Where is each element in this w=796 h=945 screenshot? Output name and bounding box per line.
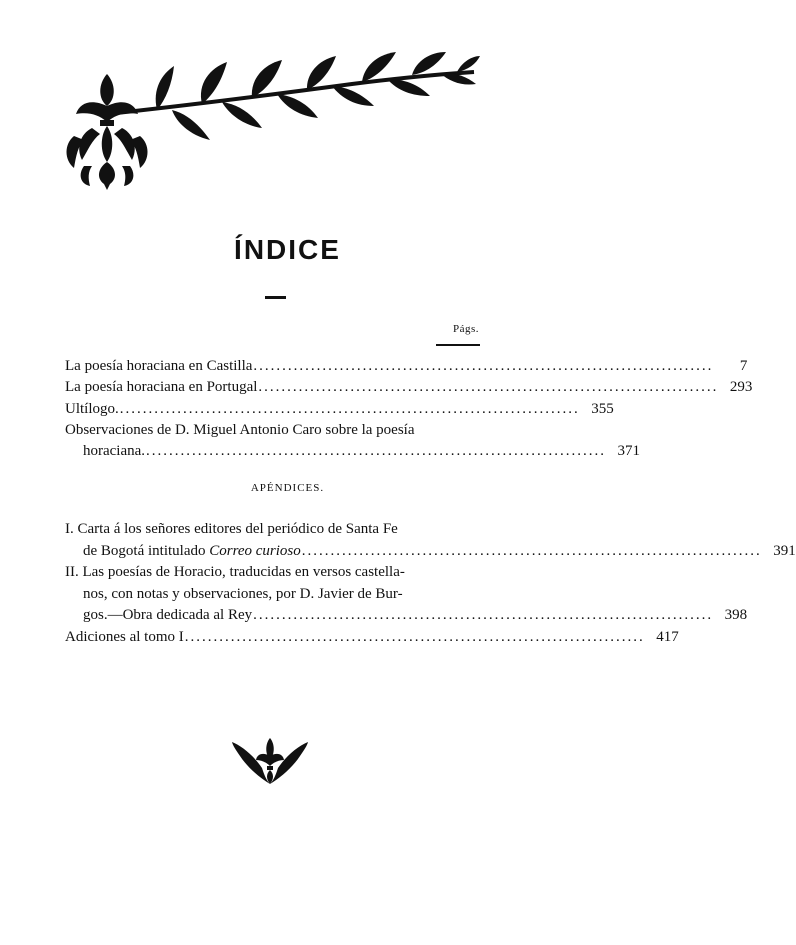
appendix-title-cont: gos.—Obra dedicada al Rey [83,607,253,623]
appendix-entry-continuation [65,584,481,606]
page-title: ÍNDICE [234,234,341,265]
leader-dots: ................................................................................ [253,607,714,623]
appendix-entry [65,519,481,541]
leader-dots: ................................................................................ [301,542,762,559]
appendix-title: I. Carta á los señores editores del periódico de Santa Fe [65,521,398,537]
leader-dots: ................................................................................ [184,628,645,645]
leader-dots: ................................................................................ [253,358,714,374]
toc-entry-title: Ultílogo. [65,400,119,417]
appendices-heading: APÉNDICES. [250,482,325,494]
appendix-title-italic: Correo curioso [209,542,301,559]
toc-entry-page: 7 [739,358,748,374]
appendix-title-prefix: de Bogotá intitulado [83,542,210,559]
appendix-page: 398 [724,607,748,623]
appendices-list [65,519,796,648]
pages-column-rule [436,344,480,346]
fleuron-tailpiece-icon [230,732,310,787]
toc-entry-page: 371 [617,443,641,460]
toc-entry-title-cont: horaciana. [83,443,146,460]
toc-entry-title: La poesía horaciana en Castilla [65,358,253,374]
leader-dots: ................................................................................ [119,400,580,417]
appendix-title-cont [83,541,301,563]
appendix-entry [65,627,679,649]
appendix-title: Adiciones al tomo I [65,628,184,645]
toc-entry-title: Observaciones de D. Miguel Antonio Caro sobre la poesía [65,421,415,438]
appendix-entry [65,562,481,584]
pages-column-label: Págs. [452,323,479,335]
toc-entry-page: 355 [591,400,614,417]
appendix-page: 391 [773,542,796,559]
toc-entry-title: La poesía horaciana en Portugal [65,379,258,396]
toc-entry-continuation [65,441,641,462]
appendix-entry-continuation [65,605,748,627]
appendix-title: II. Las poesías de Horacio, traducidas en versos castella- [65,564,405,580]
table-of-contents [65,356,753,462]
title-divider [265,296,286,299]
toc-entry-page: 293 [729,379,753,396]
toc-entry [65,420,481,441]
toc-entry [65,377,753,398]
appendix-entry-continuation [65,541,796,563]
leader-dots: ................................................................................ [146,443,607,460]
leader-dots: ................................................................................ [258,379,719,396]
toc-entry [65,399,614,420]
toc-entry [65,356,748,377]
appendix-title-cont: nos, con notas y observaciones, por D. Javier de Bur- [83,585,403,602]
appendix-page: 417 [656,628,679,645]
floral-branch-ornament-icon [62,44,482,194]
